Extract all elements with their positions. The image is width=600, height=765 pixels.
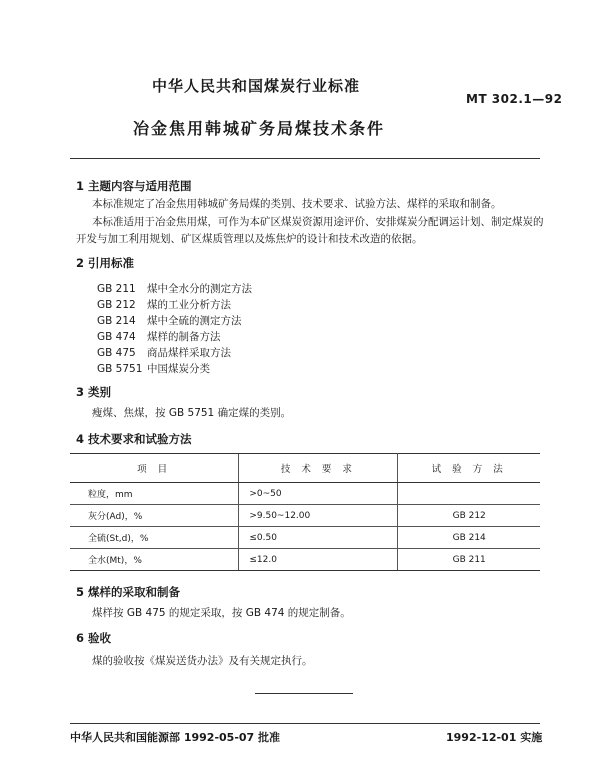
table-cell [398,483,540,505]
table-header-row [70,454,540,483]
section-5-paragraph: 煤样按 GB 475 的规定采取，按 GB 474 的规定制备。 [92,607,351,619]
table-header-item: 项 目 [70,454,239,483]
standard-code: MT 302.1—92 [466,92,563,106]
section-4-heading: 4 技术要求和试验方法 [76,432,192,446]
reference-item: GB 211 煤中全水分的测定方法 [97,283,252,295]
table-cell: 全水(Mt)，% [70,549,239,571]
reference-item: GB 5751 中国煤炭分类 [97,363,210,375]
document-title: 冶金焦用韩城矿务局煤技术条件 [133,119,386,138]
reference-item: GB 214 煤中全硫的测定方法 [97,315,242,327]
table-row [70,505,540,527]
table-row [70,483,540,505]
section-6-paragraph: 煤的验收按《煤炭送货办法》及有关规定执行。 [92,655,313,667]
effective-date: 1992-12-01 实施 [446,731,543,744]
section-3-heading: 3 类别 [76,385,112,399]
table-cell: 灰分(Ad)，% [70,505,239,527]
section-3-paragraph: 瘦煤、焦煤，按 GB 5751 确定煤的类别。 [92,407,292,419]
section-1-heading: 1 主题内容与适用范围 [76,179,192,193]
section-2-heading: 2 引用标准 [76,256,135,270]
table-cell: GB 211 [398,549,540,571]
section-1-paragraph-2-cont: 开发与加工利用规划、矿区煤质管理以及炼焦炉的设计和技术改造的依据。 [76,233,423,245]
end-mark-divider [255,693,353,694]
table-cell: GB 214 [398,527,540,549]
issuing-authority: 中华人民共和国煤炭行业标准 [152,77,361,95]
spec-table [70,453,540,571]
table-cell: GB 212 [398,505,540,527]
table-cell: >9.50~12.00 [239,505,398,527]
footer-divider [70,723,540,724]
reference-item: GB 474 煤样的制备方法 [97,331,221,343]
section-6-heading: 6 验收 [76,631,112,645]
approval-line: 中华人民共和国能源部 1992-05-07 批准 [70,731,281,744]
header-divider [70,158,540,159]
table-header-requirement: 技 术 要 求 [239,454,398,483]
table-cell: 粒度，mm [70,483,239,505]
table-cell: >0~50 [239,483,398,505]
table-header-method: 试 验 方 法 [398,454,540,483]
section-5-heading: 5 煤样的采取和制备 [76,585,181,599]
reference-item: GB 475 商品煤样采取方法 [97,347,231,359]
reference-item: GB 212 煤的工业分析方法 [97,299,231,311]
table-cell: ≤12.0 [239,549,398,571]
section-1-paragraph-2: 本标准适用于冶金焦用煤，可作为本矿区煤炭资源用途评价、安排煤炭分配调运计划、制定煤炭的 [92,216,544,228]
table-row [70,527,540,549]
table-cell: ≤0.50 [239,527,398,549]
table-cell: 全硫(St,d)，% [70,527,239,549]
table-row [70,549,540,571]
section-1-paragraph-1: 本标准规定了冶金焦用韩城矿务局煤的类别、技术要求、试验方法、煤样的采取和制备。 [92,198,502,210]
